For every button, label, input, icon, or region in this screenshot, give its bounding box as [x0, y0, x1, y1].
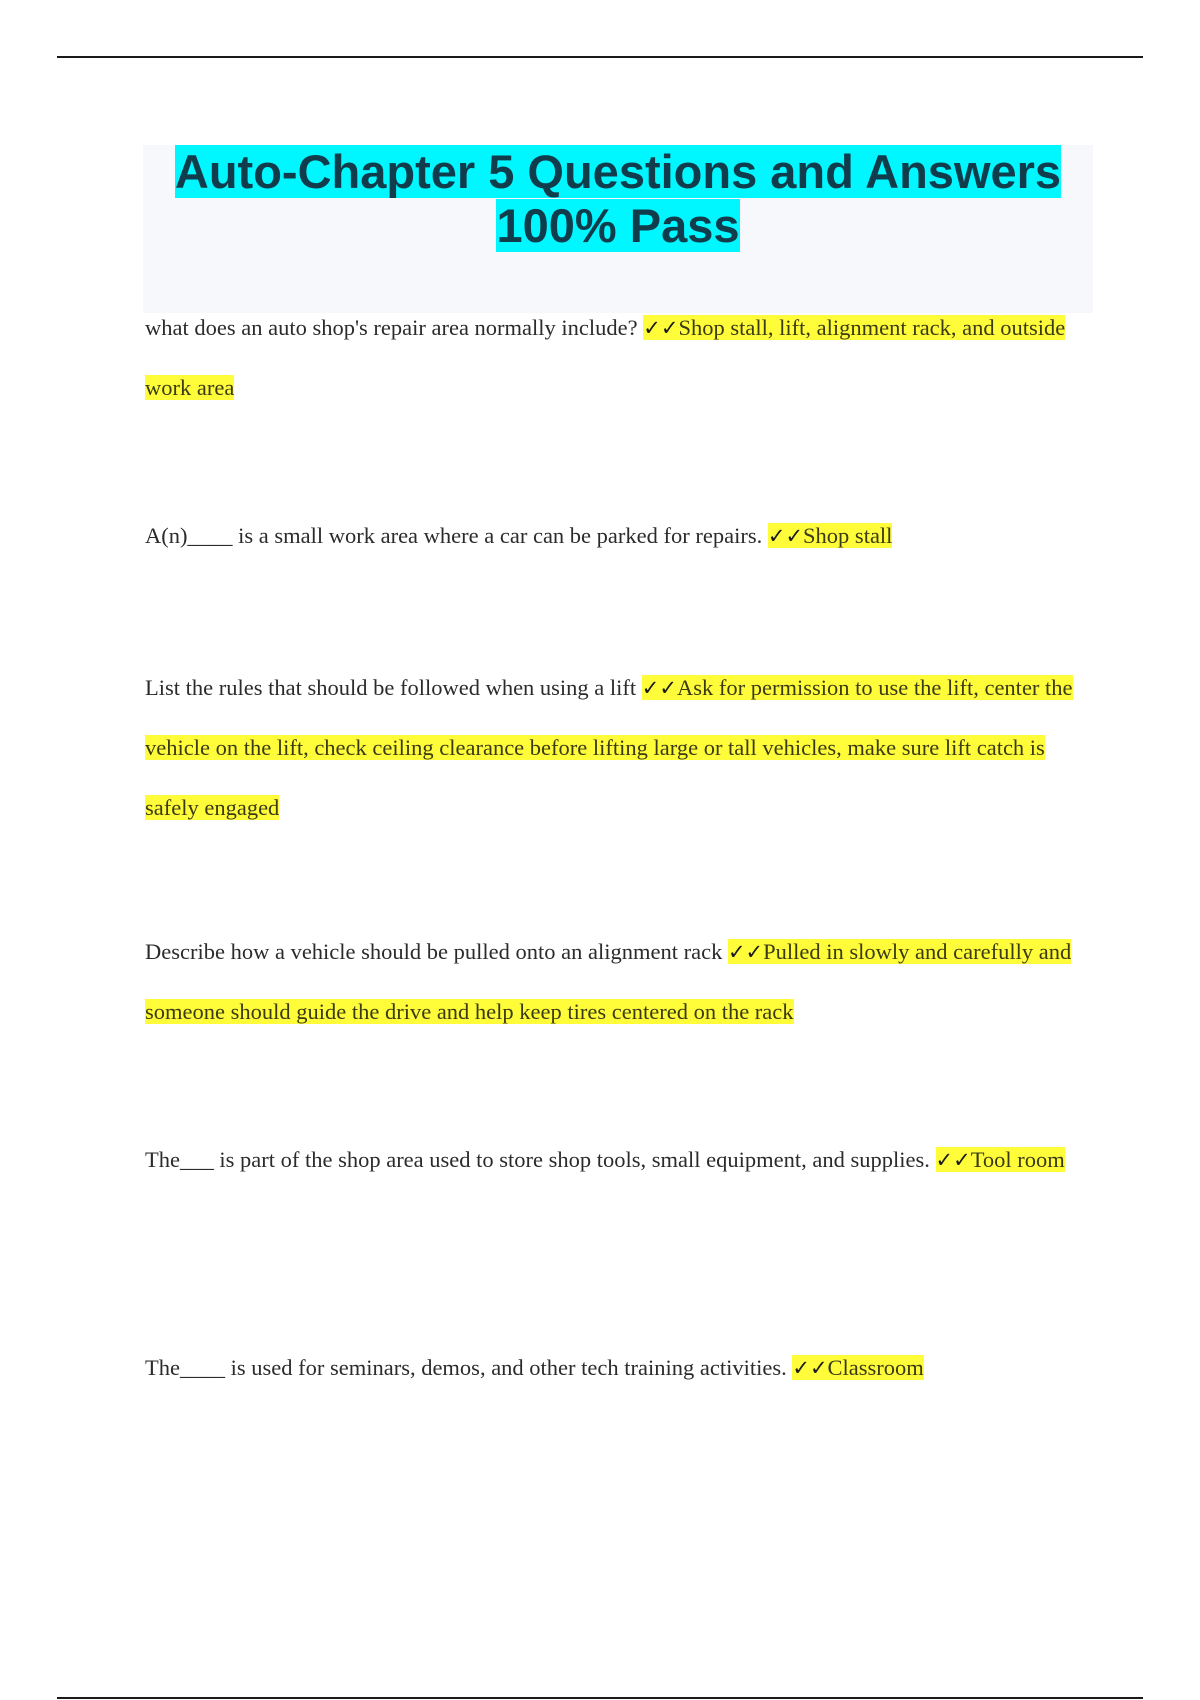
- answer-text: Shop stall, lift, alignment rack, and outside work area: [145, 315, 1066, 400]
- qa-item-5: [145, 1130, 1085, 1190]
- qa-item-3: [145, 658, 1085, 838]
- check-icon: ✓✓: [792, 1356, 828, 1380]
- check-icon: ✓✓: [727, 940, 764, 964]
- question-text: A(n)____ is a small work area where a car can be parked for repairs.: [145, 523, 763, 548]
- qa-item-4: [145, 922, 1085, 1042]
- document-title: Auto-Chapter 5 Questions and Answers 100% Pass: [174, 145, 1062, 252]
- qa-item-2: [145, 506, 1085, 566]
- check-icon: ✓✓: [767, 524, 804, 548]
- check-icon: ✓✓: [935, 1148, 971, 1172]
- question-text: The___ is part of the shop area used to store shop tools, small equipment, and supplies.: [145, 1147, 930, 1172]
- answer-text: Shop stall: [803, 523, 893, 548]
- check-icon: ✓✓: [641, 676, 677, 700]
- question-text: Describe how a vehicle should be pulled onto an alignment rack: [145, 939, 723, 964]
- question-text: List the rules that should be followed when using a lift: [145, 675, 637, 700]
- top-rule: [57, 56, 1143, 58]
- answer-text: Pulled in slowly and carefully and someone should guide the drive and help keep tires centered on the rack: [145, 939, 1072, 1024]
- answer-text: Classroom: [827, 1355, 924, 1380]
- title-block: [143, 145, 1093, 313]
- question-text: The____ is used for seminars, demos, and other tech training activities.: [145, 1355, 787, 1380]
- qa-item-1: [145, 298, 1085, 418]
- qa-item-6: [145, 1338, 1085, 1398]
- bottom-rule: [57, 1697, 1143, 1699]
- answer-text: Tool room: [970, 1147, 1065, 1172]
- check-icon: ✓✓: [643, 316, 679, 340]
- question-text: what does an auto shop's repair area normally include?: [145, 315, 638, 340]
- answer-text: Ask for permission to use the lift, center the vehicle on the lift, check ceiling clearance before lifting large or tall vehicles, make sure lift catch is safely engaged: [145, 675, 1073, 820]
